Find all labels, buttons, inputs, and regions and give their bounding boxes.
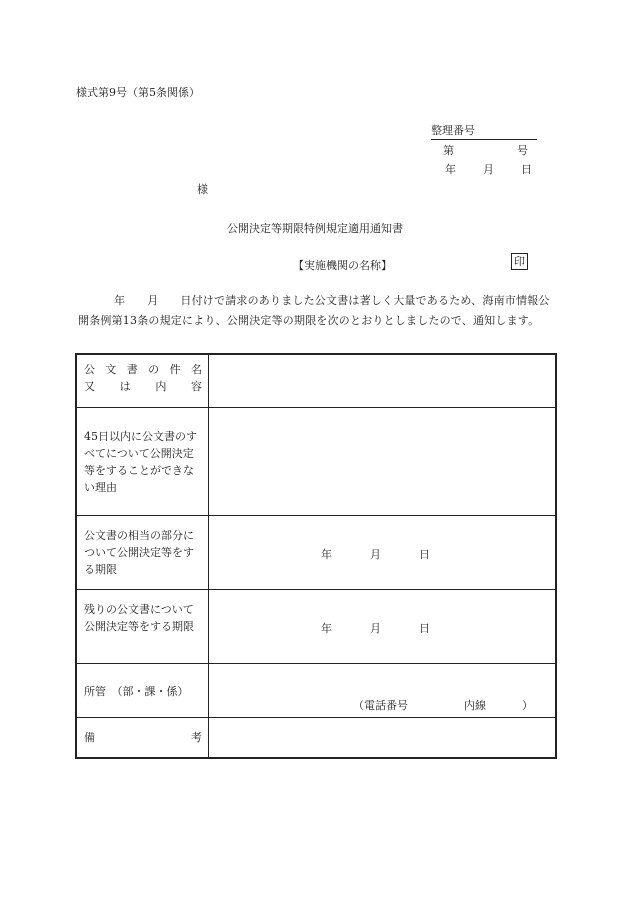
remaining-deadline-value[interactable]: [209, 589, 557, 663]
department-label: 所管 （部・課・係）: [76, 663, 209, 717]
seal-mark: 印: [511, 253, 528, 270]
reference-number-suffix: 号: [517, 144, 528, 157]
body-date-month: 月: [147, 294, 159, 307]
notice-table: [75, 353, 557, 759]
body-date-year: 年: [114, 294, 126, 307]
body-paragraph: 日付けで請求のありました公文書は著しく大量であるため、海南市情報公開条例第13条の規定により、公開決定等の期限を次のとおりとしましたので、通知します。: [78, 294, 550, 327]
addressee-suffix: 様: [197, 183, 208, 196]
table-row-reason: [76, 407, 556, 515]
issue-date-year: 年: [445, 163, 456, 176]
subject-value[interactable]: [209, 354, 557, 407]
table-row-remarks: [76, 717, 556, 758]
issue-date: [445, 161, 532, 177]
reason-label: 45日以内に公文書のすべてについて公開決定等をすることができない理由: [76, 407, 209, 515]
reference-number-prefix: 第: [443, 144, 454, 157]
table-row-partial-deadline: [76, 515, 556, 589]
document-title: 公開決定等期限特例規定適用通知書: [227, 222, 403, 235]
partial-deadline-date: 年 月 日: [321, 547, 430, 561]
table-row-department: [76, 663, 556, 717]
remarks-value[interactable]: [209, 717, 557, 758]
phone-label: （電話番号: [353, 698, 408, 712]
form-number: 様式第9号（第5条関係）: [76, 86, 200, 99]
department-value[interactable]: [209, 663, 557, 717]
remaining-deadline-label: 残りの公文書について公開決定等をする期限: [76, 589, 209, 663]
table-row-subject: [76, 354, 556, 407]
extension-label: 内線: [464, 698, 486, 712]
partial-deadline-label: 公文書の相当の部分について公開決定等をする期限: [76, 515, 209, 589]
table-row-remaining-deadline: [76, 589, 556, 663]
remarks-label: 備 考: [76, 717, 209, 758]
remaining-deadline-date: 年 月 日: [321, 621, 430, 635]
phone-number-line: [353, 697, 533, 713]
reference-number-label: 整理番号: [431, 122, 537, 140]
phone-close: ）: [522, 698, 533, 712]
notice-body: [78, 291, 556, 331]
subject-label-line1: 公 文 書 の 件 名: [84, 363, 202, 376]
issue-date-day: 日: [521, 163, 532, 176]
issue-date-month: 月: [483, 163, 494, 176]
partial-deadline-value[interactable]: [209, 515, 557, 589]
subject-label: [76, 354, 209, 407]
subject-label-line2: 又 は 内 容: [84, 380, 202, 393]
reason-value[interactable]: [209, 407, 557, 515]
agency-name: 【実施機関の名称】: [293, 259, 392, 272]
